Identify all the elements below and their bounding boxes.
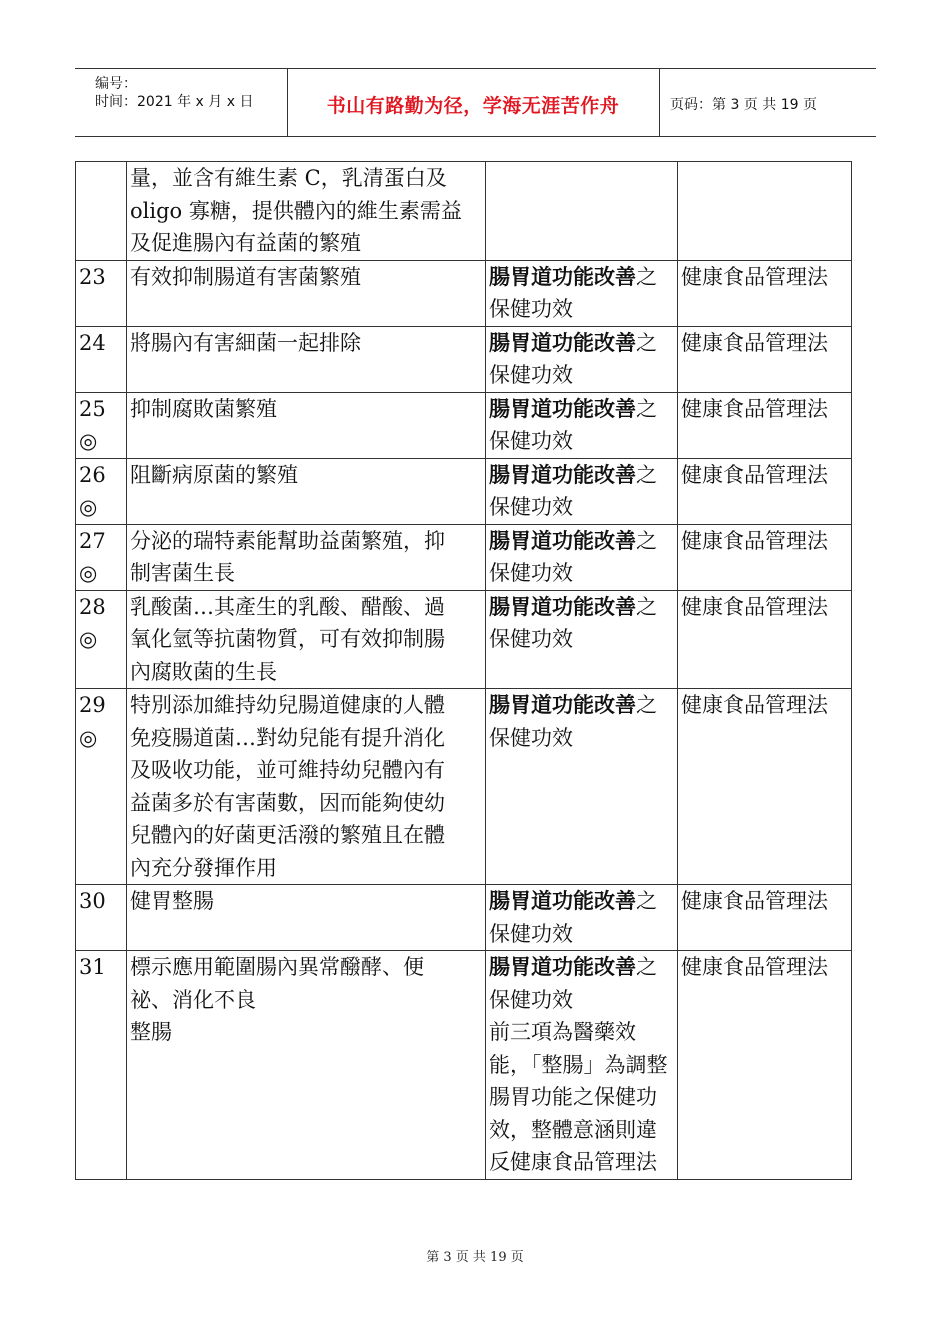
law-cell: 健康食品管理法 (678, 885, 852, 951)
effect-line: 效，整體意涵則違 (489, 1117, 657, 1142)
claim-line: 整腸 (130, 1020, 172, 1044)
effect-cell (486, 885, 678, 951)
effect-first-line (489, 885, 675, 918)
claim-line: 內腐敗菌的生長 (130, 659, 277, 684)
law-cell: 健康食品管理法 (678, 524, 852, 590)
effect-line: 腸胃功能之保健功 (489, 1085, 657, 1109)
claim-text-cell (127, 885, 486, 951)
claim-line: 及吸收功能，並可維持幼兒體內有 (130, 758, 445, 782)
effect-line: 保健功效 (489, 921, 573, 946)
claim-text-cell (127, 392, 486, 458)
effect-cell (486, 458, 678, 524)
effect-first-line (489, 261, 675, 294)
effect-line: 保健功效 (489, 297, 573, 321)
effect-line: 保健功效 (489, 495, 573, 519)
effect-line: 保健功效 (489, 429, 573, 453)
claims-table (75, 161, 852, 1180)
row-number-cell: 31 (76, 951, 127, 1180)
effect-first-line (489, 689, 675, 722)
claim-line: oligo 寡糖，提供體內的維生素需益 (130, 198, 462, 223)
header-motto-cell (287, 69, 660, 136)
page-number-label: 页码：第 3 页 共 19 页 (670, 97, 817, 113)
claim-text-cell (127, 689, 486, 885)
claim-text-cell (127, 260, 486, 326)
effect-line: 前三項為醫藥效 (489, 1020, 636, 1044)
effect-category: 腸胃道功能改善 (489, 329, 636, 355)
effect-first-line (489, 951, 675, 984)
claim-line: 特別添加維持幼兒腸道健康的人體 (130, 693, 445, 717)
effect-connector: 之 (636, 889, 657, 913)
row-number-cell: 24 (76, 326, 127, 392)
claim-line: 制害菌生長 (130, 561, 235, 585)
claim-line: 乳酸菌…其產生的乳酸、醋酸、過 (130, 594, 445, 619)
claim-line: 健胃整腸 (130, 889, 214, 913)
row-number-cell: 25 ◎ (76, 392, 127, 458)
effect-first-line (489, 525, 675, 558)
claim-line: 內充分發揮作用 (130, 855, 277, 880)
effect-connector: 之 (636, 462, 657, 487)
claim-line: 免疫腸道菌…對幼兒能有提升消化 (130, 725, 445, 750)
effect-connector: 之 (636, 264, 657, 289)
effect-category: 腸胃道功能改善 (489, 593, 636, 619)
table-row (76, 885, 852, 951)
table-row (76, 689, 852, 885)
page-footer: 第 3 页 共 19 页 (426, 1250, 524, 1265)
document-number-label: 编号： (95, 76, 137, 92)
law-cell: 健康食品管理法 (678, 260, 852, 326)
effect-line: 保健功效 (489, 725, 573, 750)
claim-line: 將腸內有害細菌一起排除 (130, 330, 361, 355)
claim-text-cell (127, 458, 486, 524)
effect-first-line (489, 393, 675, 426)
effect-first-line (489, 327, 675, 360)
law-cell: 健康食品管理法 (678, 326, 852, 392)
effect-category: 腸胃道功能改善 (489, 692, 636, 717)
effect-connector: 之 (636, 396, 657, 421)
table-row (76, 162, 852, 261)
header-info-cell (75, 69, 288, 136)
effect-category: 腸胃道功能改善 (489, 395, 636, 421)
claim-text-cell (127, 951, 486, 1180)
claim-line: 益菌多於有害菌數，因而能夠使幼 (130, 790, 445, 815)
motto-text: 书山有路勤为径，学海无涯苦作舟 (326, 95, 620, 117)
effect-category: 腸胃道功能改善 (489, 888, 636, 913)
claim-line: 祕、消化不良 (130, 987, 256, 1012)
effect-line: 保健功效 (489, 627, 573, 651)
effect-line: 能，「整腸」為調整 (489, 1052, 668, 1077)
effect-cell (486, 162, 678, 261)
claim-line: 標示應用範圍腸內異常醱酵、便 (130, 955, 424, 979)
law-cell: 健康食品管理法 (678, 590, 852, 689)
effect-line: 保健功效 (489, 987, 573, 1012)
effect-connector: 之 (636, 955, 657, 979)
law-cell: 健康食品管理法 (678, 689, 852, 885)
document-time-label: 时间：2021 年 x 月 x 日 (95, 94, 254, 110)
header-page-cell (660, 69, 876, 136)
table-row (76, 260, 852, 326)
page-header (75, 68, 876, 137)
table-row (76, 590, 852, 689)
claim-line: 有效抑制腸道有害菌繁殖 (130, 264, 361, 289)
effect-connector: 之 (636, 528, 657, 553)
row-number-cell: 26 ◎ (76, 458, 127, 524)
effect-cell (486, 590, 678, 689)
effect-category: 腸胃道功能改善 (489, 527, 636, 553)
law-cell (678, 162, 852, 261)
effect-cell (486, 524, 678, 590)
claim-text-cell (127, 162, 486, 261)
effect-line: 保健功效 (489, 363, 573, 387)
effect-cell (486, 689, 678, 885)
effect-cell (486, 951, 678, 1180)
claim-text-cell (127, 590, 486, 689)
effect-first-line (489, 591, 675, 624)
claim-line: 兒體內的好菌更活潑的繁殖且在體 (130, 823, 445, 847)
effect-first-line (489, 459, 675, 492)
effect-category: 腸胃道功能改善 (489, 263, 636, 289)
claims-table-body (76, 162, 852, 1180)
effect-category: 腸胃道功能改善 (489, 954, 636, 979)
effect-connector: 之 (636, 693, 657, 717)
claim-line: 抑制腐敗菌繁殖 (130, 396, 277, 421)
row-number-cell: 28 ◎ (76, 590, 127, 689)
table-row (76, 524, 852, 590)
table-row (76, 326, 852, 392)
claim-line: 量，並含有維生素 C，乳清蛋白及 (130, 166, 447, 190)
table-row (76, 458, 852, 524)
law-cell: 健康食品管理法 (678, 392, 852, 458)
effect-line: 反健康食品管理法 (489, 1150, 657, 1174)
claim-line: 分泌的瑞特素能幫助益菌繁殖，抑 (130, 528, 445, 553)
effect-connector: 之 (636, 330, 657, 355)
claim-line: 及促進腸內有益菌的繁殖 (130, 231, 361, 255)
effect-category: 腸胃道功能改善 (489, 461, 636, 487)
claim-text-cell (127, 524, 486, 590)
law-cell: 健康食品管理法 (678, 951, 852, 1180)
row-number-cell: 27 ◎ (76, 524, 127, 590)
effect-cell (486, 326, 678, 392)
row-number-cell: 29 ◎ (76, 689, 127, 885)
row-number-cell (76, 162, 127, 261)
effect-cell (486, 392, 678, 458)
row-number-cell: 23 (76, 260, 127, 326)
law-cell: 健康食品管理法 (678, 458, 852, 524)
effect-cell (486, 260, 678, 326)
table-row (76, 392, 852, 458)
effect-connector: 之 (636, 594, 657, 619)
row-number-cell: 30 (76, 885, 127, 951)
effect-line: 保健功效 (489, 561, 573, 585)
table-row (76, 951, 852, 1180)
claim-text-cell (127, 326, 486, 392)
claim-line: 阻斷病原菌的繁殖 (130, 462, 298, 487)
claim-line: 氧化氫等抗菌物質，可有效抑制腸 (130, 627, 445, 651)
